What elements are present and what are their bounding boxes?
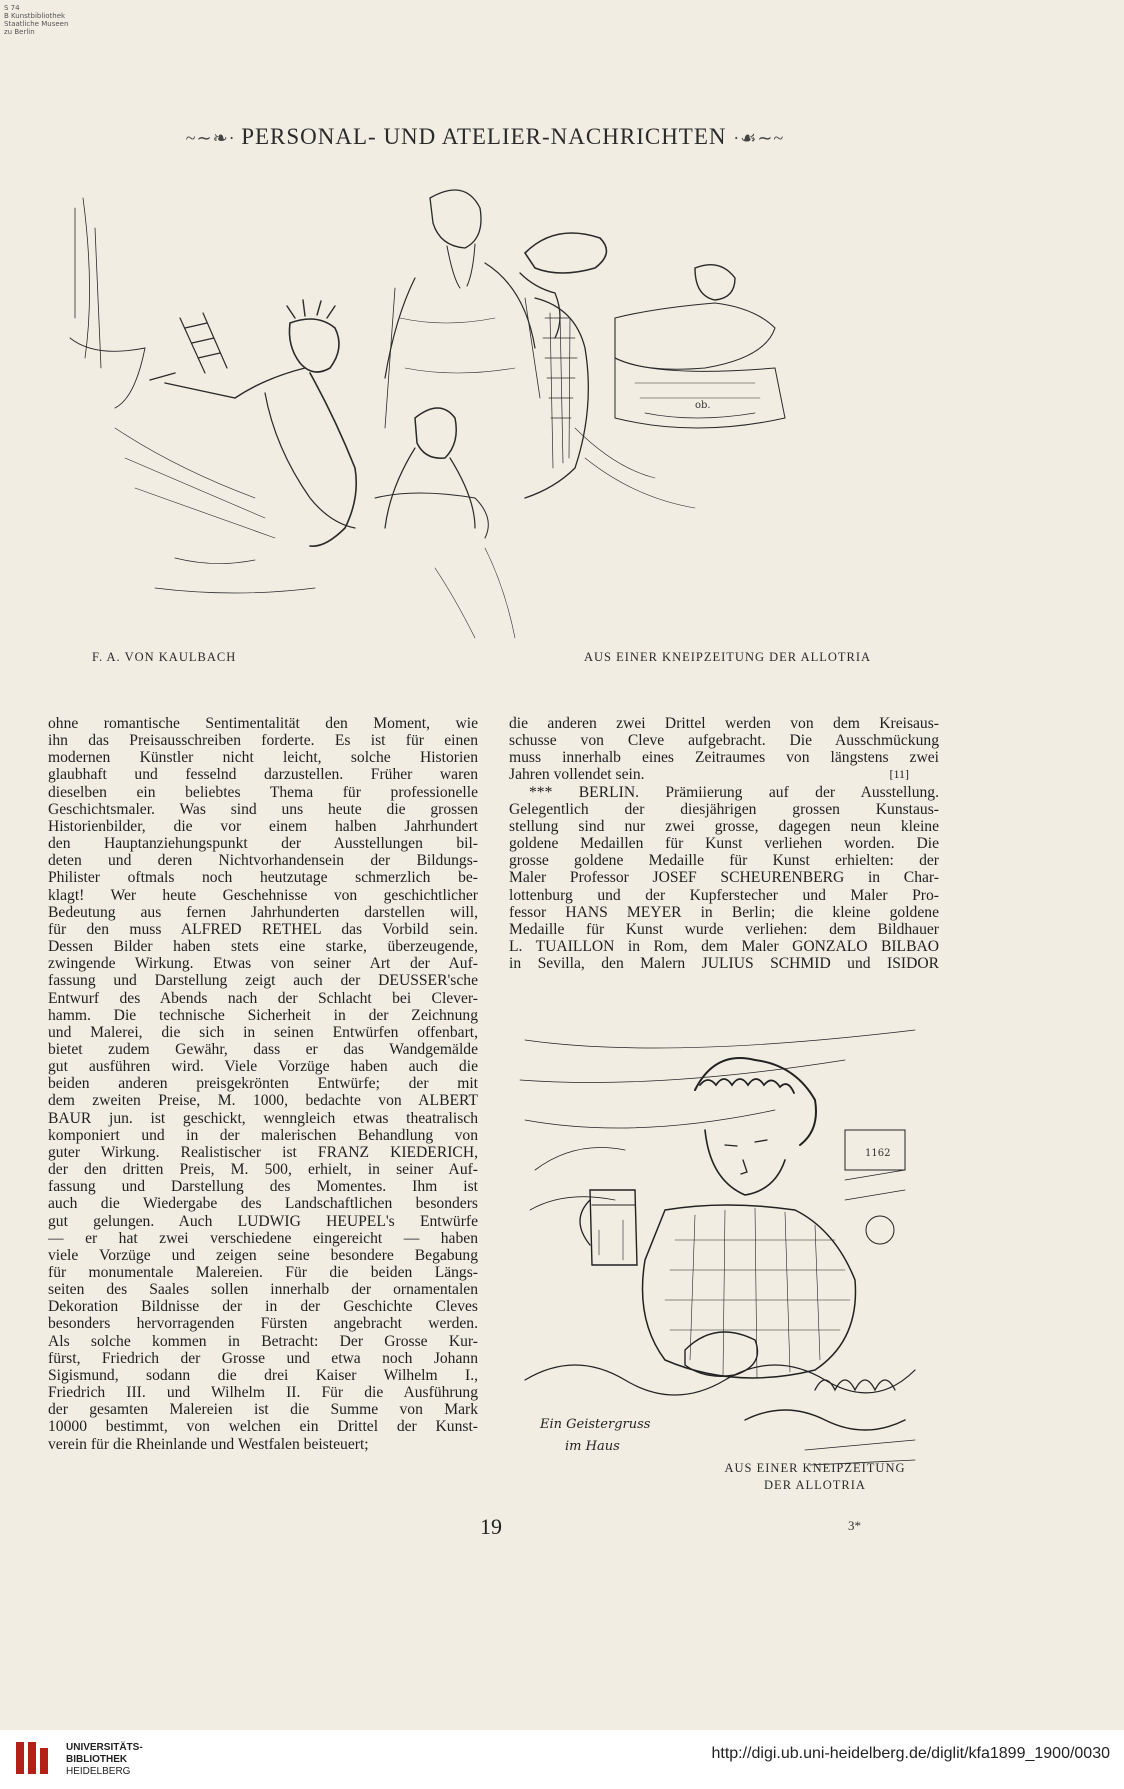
left-column: [48, 715, 478, 1453]
figure1-caption-left: F. A. VON KAULBACH: [92, 650, 237, 664]
text-line: Dessen Bilder haben stets eine starke, überzeugende,: [48, 938, 478, 956]
figure1-caption-right: AUS EINER KNEIPZEITUNG DER ALLOTRIA: [584, 650, 872, 664]
text-line: — er hat zwei verschiedene eingereicht — haben: [48, 1229, 478, 1247]
stamp-line: S 74: [4, 4, 20, 12]
text-line: für den muss ALFRED RETHEL das Vorbild sein.: [48, 920, 478, 938]
text-line: grosse goldene Medaille für Kunst erhielten: der: [509, 852, 939, 870]
text-line: Bedeutung aus fernen Jahrhunderten darstellen will,: [48, 903, 478, 921]
text-line: Gelegentlich der diesjährigen grossen Kunstaus-: [509, 800, 939, 818]
text-line: schusse von Cleve aufgebracht. Die Ausschmückung: [509, 732, 939, 750]
right-column: [509, 715, 939, 972]
signature-mark: 3*: [848, 1518, 861, 1533]
stamp-line: Staatliche Museen: [4, 20, 69, 28]
right-ornament-icon: ·☙∼~: [733, 128, 785, 148]
source-url-link[interactable]: http://digi.ub.uni-heidelberg.de/diglit/kfa1899_1900/0030: [711, 1745, 1110, 1762]
text-line: Dekoration Bildnisse der in der Geschichte Cleves: [48, 1298, 478, 1316]
figure2-caption-line1: AUS EINER KNEIPZEITUNG: [724, 1461, 906, 1475]
library-name-line2: BIBLIOTHEK: [66, 1754, 128, 1765]
text-line: den Hauptanziehungspunkt der Ausstellungen bil-: [48, 835, 478, 853]
page-header: [120, 124, 850, 150]
svg-text:ob.: ob.: [695, 400, 711, 411]
text-line: Medaille für Kunst wurde verliehen: dem Bildhauer: [509, 920, 939, 938]
text-line: der den dritten Preis, M. 500, erhielt, in seiner Auf-: [48, 1161, 478, 1179]
text-line: fessor HANS MEYER in Berlin; die kleine goldene: [509, 903, 939, 921]
text-line: Maler Professor JOSEF SCHEURENBERG in Char-: [509, 869, 939, 887]
text-line: fürst, Friedrich der Grosse und etwa noch Johann: [48, 1349, 478, 1367]
text-line: lottenburg und der Kupferstecher und Maler Pro-: [509, 886, 939, 904]
text-line: glaubhaft und fesselnd darzustellen. Früher waren: [48, 766, 478, 784]
header-title: PERSONAL- UND ATELIER-NACHRICHTEN: [241, 124, 727, 149]
stamp-line: B Kunstbibliothek: [4, 12, 66, 20]
text-line: fassung und Darstellung zeigt auch der DEUSSER'sche: [48, 972, 478, 990]
text-line: besonders hervorragenden Fürsten angebracht werden.: [48, 1315, 478, 1333]
text-line: für monumentale Malereien. Für die beiden Längs-: [48, 1264, 478, 1281]
text-line: der gesamten Malereien ist die Summe von Mark: [48, 1401, 478, 1419]
text-line: bietet zudem Gewähr, dass er das Wandgemälde: [48, 1040, 478, 1058]
text-line: guter Wirkung. Realistischer ist FRANZ KIEDERICH,: [48, 1143, 478, 1161]
text-line: verein für die Rheinlande und Westfalen beisteuert;: [48, 1435, 369, 1453]
stamp-line: zu Berlin: [4, 28, 35, 36]
text-line: hamm. Die technische Sicherheit in der Zeichnung: [48, 1006, 478, 1024]
text-line: Geschichtsmaler. Was sind uns heute die grossen: [48, 800, 478, 818]
text-line: modernen Künstler nicht leicht, solche Historien: [48, 749, 478, 767]
text-line: BAUR jun. ist geschickt, wenngleich etwas theatralisch: [48, 1109, 478, 1127]
library-name: [66, 1742, 143, 1778]
text-line: die anderen zwei Drittel werden von dem Kreisaus-: [509, 715, 939, 732]
figure2-caption: [710, 1460, 920, 1494]
inscription-line-1: Ein Geistergruss: [540, 1417, 651, 1432]
text-line: und Malerei, die sich in seinen Entwürfen offenbart,: [48, 1023, 478, 1041]
text-line: seiten des Saales sollen innerhalb der ornamentalen: [48, 1281, 478, 1299]
allotria-illustration: [515, 1020, 925, 1480]
text-line: zwingende Wirkung. Etwas von seiner Art der Auf-: [48, 955, 478, 973]
text-line: L. TUAILLON in Rom, dem Maler GONZALO BILBAO: [509, 938, 939, 956]
text-line-with-note: [509, 766, 939, 783]
text-line: Als solche kommen in Betracht: Der Grosse Kur-: [48, 1332, 478, 1350]
text-line: dieselben ein beliebtes Thema für professionelle: [48, 783, 478, 801]
text-line: komponiert und in der malerischen Behandlung von: [48, 1126, 478, 1144]
text-line: muss innerhalb eines Zeitraumes von längstens zwei: [509, 749, 939, 767]
text-line: Entwurf des Abends nach der Schlacht bei Clever-: [48, 989, 478, 1007]
text-line: auch die Wiedergabe des Landschaftlichen besonders: [48, 1195, 478, 1213]
figure2-caption-line2: DER ALLOTRIA: [764, 1478, 866, 1492]
text-line: ohne romantische Sentimentalität den Moment, wie: [48, 715, 478, 732]
text-line: Historienbilder, die vor einem halben Jahrhundert: [48, 817, 478, 835]
text-line: beiden anderen preisgekrönten Entwürfe; der mit: [48, 1075, 478, 1093]
text-line: in Sevilla, den Malern JULIUS SCHMID und ISIDOR: [509, 955, 939, 973]
frame-number: 1162: [865, 1148, 891, 1159]
article-note: [11]: [889, 767, 909, 782]
text-line: goldene Medaillen für Kunst verliehen worden. Die: [509, 835, 939, 853]
text-line: klagt! Wer heute Geschehnisse von geschichtlicher: [48, 886, 478, 904]
text-line: Jahren vollendet sein.: [509, 766, 645, 784]
text-line: 10000 bestimmt, von welchen ein Drittel der Kunst-: [48, 1418, 478, 1436]
library-stamp: [4, 4, 68, 36]
berlin-heading-line: *** BERLIN. Prämiierung auf der Ausstellung.: [529, 783, 939, 801]
text-line: ihn das Preisausschreiben forderte. Es ist für einen: [48, 732, 478, 750]
footer-bar: [0, 1730, 1124, 1789]
text-line: viele Vorzüge und zeigen seine besondere Begabung: [48, 1246, 478, 1264]
text-line: Friedrich III. und Wilhelm II. Für die Ausführung: [48, 1384, 478, 1402]
library-name-line1: UNIVERSITÄTS-: [66, 1742, 143, 1753]
text-line: Philister oftmals noch heutzutage schmerzlich be-: [48, 869, 478, 887]
text-line: fassung und Darstellung des Momentes. Ihm ist: [48, 1178, 478, 1196]
text-line: Sigismund, sodann die drei Kaiser Wilhelm I.,: [48, 1366, 478, 1384]
library-name-line3: HEIDELBERG: [66, 1766, 131, 1777]
page-number: 19: [480, 1514, 502, 1539]
left-ornament-icon: ~∼❧·: [185, 128, 242, 148]
kaulbach-illustration: [55, 168, 935, 646]
text-line: gut ausführen wird. Viele Vorzüge haben auch die: [48, 1058, 478, 1076]
text-line: dem zweiten Preise, M. 1000, bedachte von ALBERT: [48, 1092, 478, 1110]
text-line: deten und deren Nichtvorhandensein der Bildungs-: [48, 852, 478, 870]
text-line: stellung sind nur zwei grosse, dagegen neun kleine: [509, 817, 939, 835]
text-line: gut gelungen. Auch LUDWIG HEUPEL's Entwürfe: [48, 1212, 478, 1230]
university-library-logo-icon: [14, 1738, 54, 1778]
inscription-line-2: im Haus: [565, 1439, 620, 1454]
